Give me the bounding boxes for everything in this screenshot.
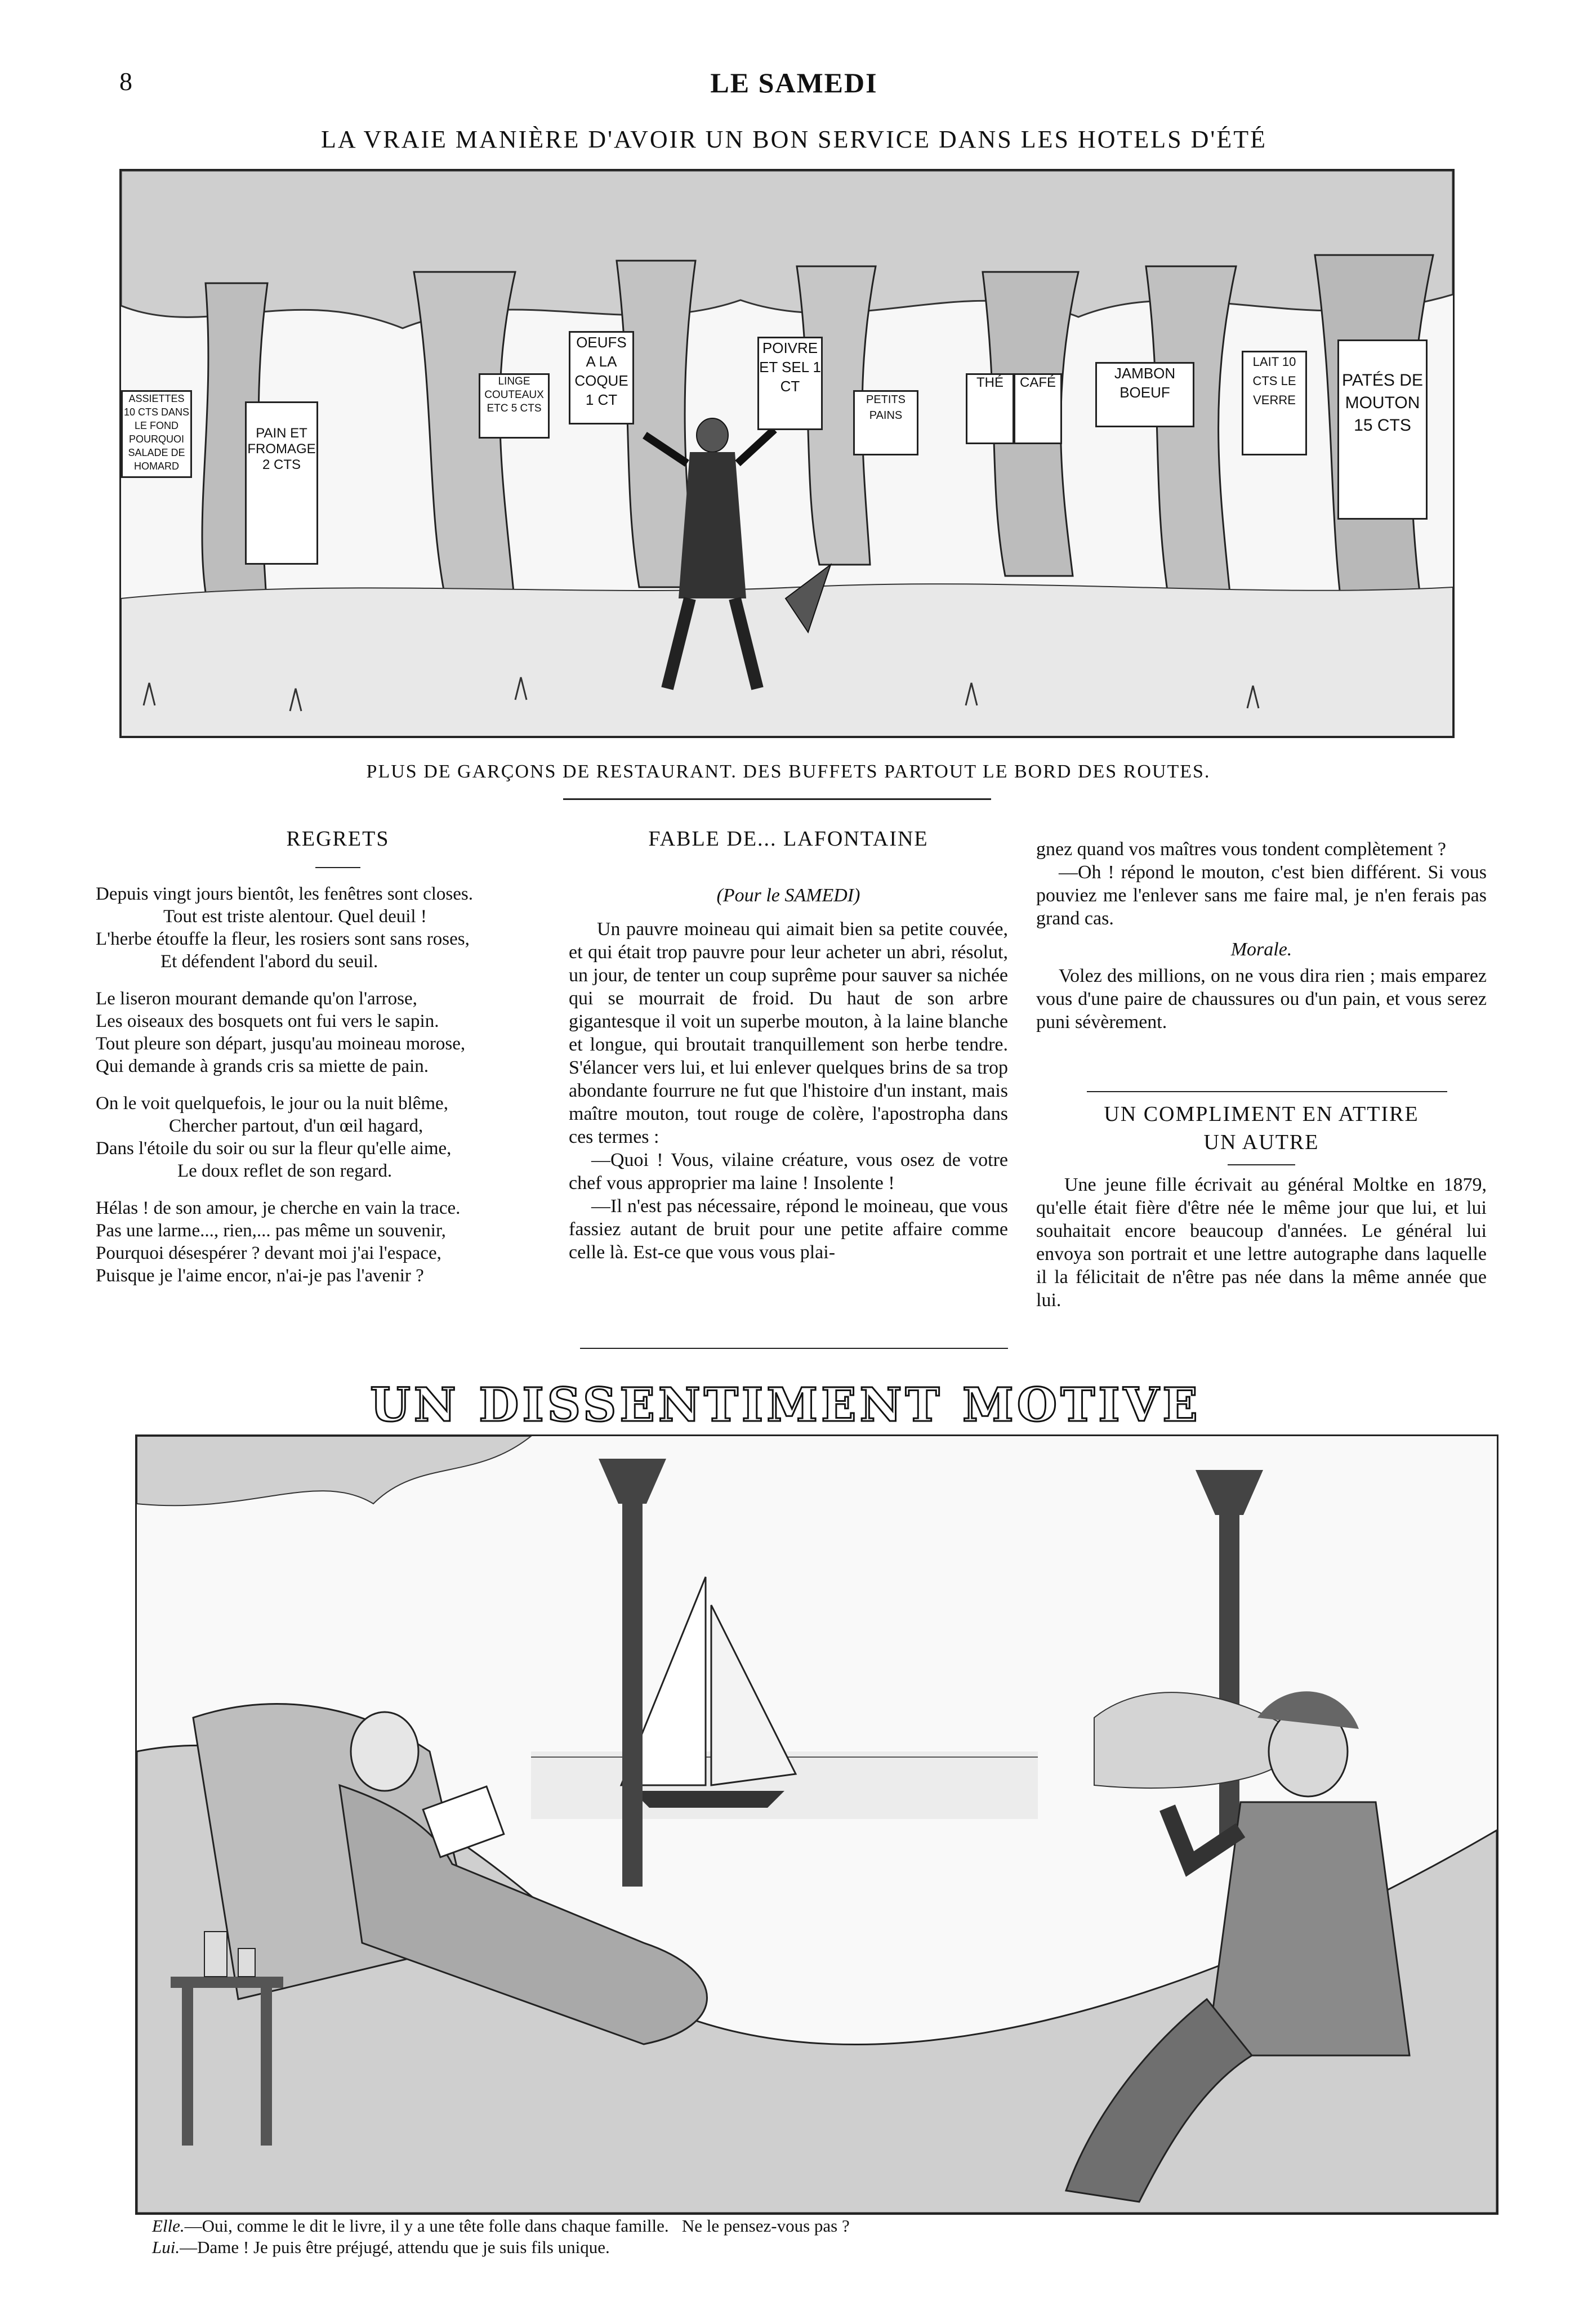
sign-pain-fromage: PAIN ET FROMAGE 2 CTS <box>245 401 318 565</box>
poem-line: Puisque je l'aime encor, n'ai-je pas l'avenir ? <box>96 1266 424 1286</box>
poem-line: Les oiseaux des bosquets ont fui vers le sapin. <box>96 1011 439 1031</box>
sign-oeufs: OEUFS A LA COQUE 1 CT <box>569 331 634 424</box>
caption-divider-rule <box>563 798 991 800</box>
poem-line: Et défendent l'abord du seuil. <box>160 951 378 972</box>
sign-linge: LINGE COUTEAUX ETC 5 CTS <box>479 373 550 439</box>
poem-line: Dans l'étoile du soir ou sur la fleur qu'elle aime, <box>96 1138 452 1159</box>
regrets-poem <box>96 883 569 1302</box>
regrets-heading: REGRETS <box>286 827 390 851</box>
sign-jambon-boeuf: JAMBON BOEUF <box>1095 362 1194 427</box>
top-cartoon-caption: PLUS DE GARÇONS DE RESTAURANT. DES BUFFETS PARTOUT LE BORD DES ROUTES. <box>366 761 1211 782</box>
column-3-text <box>1036 838 1487 1034</box>
poem-line: L'herbe étouffe la fleur, les rosiers sont sans roses, <box>96 929 470 949</box>
compliment-text: Une jeune fille écrivait au général Moltke en 1879, qu'elle était fière d'être née le même jour que lui, et lui souhaitait encore beaucoup d'années. Le général lui envoya son portrait et une lettre autographe dans laquelle il la félicitait de n'être pas née dans la même année que lui. <box>1036 1174 1487 1311</box>
poem-line: Le liseron mourant demande qu'on l'arrose, <box>96 989 417 1009</box>
poem-line: Qui demande à grands cris sa miette de pain. <box>96 1056 429 1076</box>
sign-poivre-sel: POIVRE ET SEL 1 CT <box>757 337 823 430</box>
poem-line: Tout pleure son départ, jusqu'au moineau morose, <box>96 1034 466 1054</box>
masthead: LE SAMEDI <box>710 67 878 99</box>
poem-stanza-4 <box>96 1197 569 1287</box>
poem-line: Tout est triste alentour. Quel deuil ! <box>163 906 427 927</box>
fable-subheading: (Pour le SAMEDI) <box>716 885 860 906</box>
morale-label: Morale. <box>1230 939 1292 960</box>
caption-text-elle: —Oui, comme le dit le livre, il y a une tête folle dans chaque famille. Ne le pensez-vous pas ? <box>184 2216 850 2236</box>
poem-line: Pas une larme..., rien,... pas même un souvenir, <box>96 1221 446 1241</box>
bottom-cartoon-caption-line-2 <box>152 2237 1475 2258</box>
column-3-rule <box>1087 1091 1447 1092</box>
bottom-cartoon-illustration <box>135 1434 1498 2215</box>
sign-the: THÉ <box>966 373 1014 444</box>
section-divider <box>580 1348 1008 1349</box>
compliment-heading-rule <box>1228 1164 1295 1165</box>
terrace-scene-drawing <box>137 1436 1497 2213</box>
fable-continuation: gnez quand vos maîtres vous tondent complètement ? <box>1036 839 1446 860</box>
poem-stanza-1 <box>96 883 569 973</box>
top-cartoon-illustration <box>119 169 1455 738</box>
fable-continuation: —Oh ! répond le mouton, c'est bien différent. Si vous pouviez me l'enlever sans me faire mal, je n'en ferais pas grand cas. <box>1036 862 1487 929</box>
poem-line: Hélas ! de son amour, je cherche en vain la trace. <box>96 1198 461 1218</box>
poem-line: Le doux reflet de son regard. <box>177 1161 392 1181</box>
sign-assiettes: ASSIETTES 10 CTS DANS LE FOND POURQUOI SALADE DE HOMARD <box>121 390 192 478</box>
sign-cafe: CAFÉ <box>1014 373 1062 444</box>
poem-line: On le voit quelquefois, le jour ou la nuit blême, <box>96 1093 448 1114</box>
caption-speaker-elle: Elle. <box>152 2216 185 2236</box>
page-number: 8 <box>119 67 132 96</box>
bottom-cartoon-title: UN DISSENTIMENT MOTIVE <box>370 1378 1201 1432</box>
poem-stanza-2 <box>96 987 569 1078</box>
fable-paragraph: —Il n'est pas nécessaire, répond le moineau, que vous fassiez autant de bruit pour une petite affaire comme celle là. Est-ce que vous vous plai- <box>569 1196 1008 1263</box>
caption-speaker-lui: Lui. <box>152 2237 180 2257</box>
fable-text <box>569 918 1008 1264</box>
sign-petits-pains: PETITS PAINS <box>853 390 918 455</box>
fable-paragraph: —Quoi ! Vous, vilaine créature, vous osez de votre chef vous approprier ma laine ! Insolente ! <box>569 1150 1008 1194</box>
fable-heading: FABLE DE... LAFONTAINE <box>648 827 929 851</box>
fable-paragraph: Un pauvre moineau qui aimait bien sa petite couvée, et qui était trop pauvre pour leur acheter un abri, résolut, un jour, de tenter un coup suprême pour sauver sa nichée qui se mourrait de froid. Du haut de son arbre gigantesque il voit un superbe mouton, à la laine blanche et longue, qui broutait tranquillement son herbe tendre. S'élancer vers lui, et lui enlever quelques brins de sa trop abondante fourrure ne fut que l'histoire d'un instant, mais maître mouton, tout rouge de colère, l'apostropha dans ces termes : <box>569 919 1008 1147</box>
poem-line: Pourquoi désespérer ? devant moi j'ai l'espace, <box>96 1243 441 1263</box>
poem-stanza-3 <box>96 1092 569 1182</box>
poem-line: Chercher partout, d'un œil hagard, <box>169 1116 423 1136</box>
compliment-heading: UN COMPLIMENT EN ATTIRE UN AUTRE <box>1104 1102 1419 1154</box>
caption-text-lui: —Dame ! Je puis être préjugé, attendu que je suis fils unique. <box>180 2237 610 2257</box>
bottom-cartoon-caption-line-1 <box>152 2216 1475 2236</box>
regrets-heading-rule <box>315 867 360 868</box>
sign-pates-mouton: PATÉS DE MOUTON 15 CTS <box>1337 339 1428 520</box>
top-cartoon-title: LA VRAIE MANIÈRE D'AVOIR UN BON SERVICE DANS LES HOTELS D'ÉTÉ <box>321 126 1267 153</box>
poem-line: Depuis vingt jours bientôt, les fenêtres sont closes. <box>96 884 473 904</box>
sign-lait: LAIT 10 CTS LE VERRE <box>1242 351 1307 455</box>
morale-text: Volez des millions, on ne vous dira rien ; mais emparez vous d'une paire de chaussures ou d'un pain, et vous serez puni sévèrement. <box>1036 966 1487 1033</box>
